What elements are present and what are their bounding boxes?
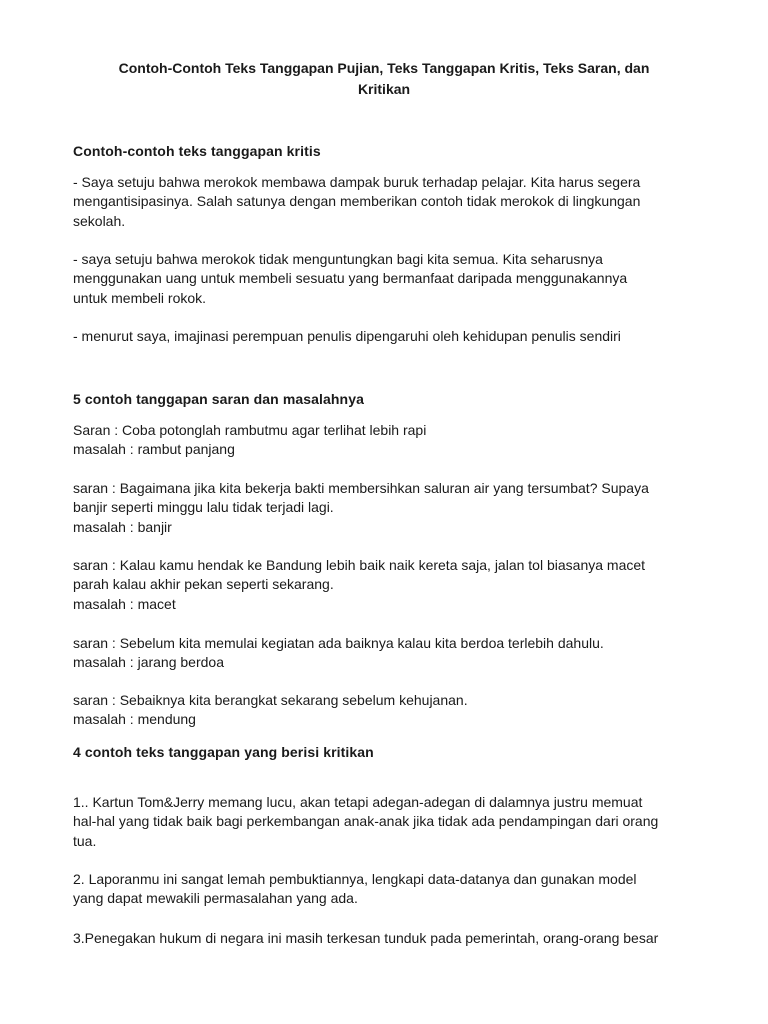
kritikan-item-2 [73, 870, 723, 909]
paragraph-line: yang dapat mewakili permasalahan yang ada. [73, 890, 358, 907]
paragraph-line: mengantisipasinya. Salah satunya dengan memberikan contoh tidak merokok di lingkungan [73, 193, 641, 210]
saran-item-2 [73, 479, 723, 537]
section-heading-saran: 5 contoh tanggapan saran dan masalahnya [73, 391, 364, 407]
section-heading-kritis: Contoh-contoh teks tanggapan kritis [73, 143, 321, 159]
paragraph-line: saran : Bagaimana jika kita bekerja bakti membersihkan saluran air yang tersumbat? Supaya [73, 480, 649, 496]
paragraph-line: saran : Kalau kamu hendak ke Bandung lebih baik naik kereta saja, jalan tol biasanya macet [73, 557, 646, 573]
kritis-item-1 [73, 173, 723, 231]
paragraph-line: tua. [73, 832, 97, 849]
paragraph-line: sekolah. [73, 212, 126, 229]
saran-item-3 [73, 556, 723, 614]
paragraph-line: - Saya setuju bahwa merokok membawa dampak buruk terhadap pelajar. Kita harus segera [73, 174, 641, 190]
kritikan-item-3 [73, 929, 723, 948]
paragraph-line: 1.. Kartun Tom&Jerry memang lucu, akan tetapi adegan-adegan di dalamnya justru memuat [73, 794, 643, 810]
paragraph-line: masalah : macet [73, 595, 176, 612]
kritis-item-2 [73, 250, 723, 308]
paragraph-line: banjir seperti minggu lalu tidak terjadi lagi. [73, 499, 334, 516]
kritis-item-3 [73, 327, 723, 346]
paragraph-line: - saya setuju bahwa merokok tidak menguntungkan bagi kita semua. Kita seharusnya [73, 251, 603, 267]
paragraph-line: menggunakan uang untuk membeli sesuatu yang bermanfaat daripada menggunakannya [73, 270, 628, 287]
title-line: Kritikan [357, 81, 411, 97]
kritikan-item-1 [73, 793, 723, 851]
paragraph-line: masalah : rambut panjang [73, 441, 235, 458]
section-heading-kritikan: 4 contoh teks tanggapan yang berisi kritikan [73, 744, 374, 760]
paragraph-line: saran : Sebelum kita memulai kegiatan ada baiknya kalau kita berdoa terlebih dahulu. [73, 635, 604, 651]
document-title [60, 58, 708, 100]
paragraph-line: 2. Laporanmu ini sangat lemah pembuktiannya, lengkapi data-datanya dan gunakan model [73, 871, 637, 887]
paragraph-line: masalah : banjir [73, 518, 172, 535]
paragraph-line: parah kalau akhir pekan seperti sekarang. [73, 576, 334, 593]
paragraph-line: hal-hal yang tidak baik bagi perkembangan anak-anak jika tidak ada pendampingan dari orang [73, 813, 659, 830]
saran-item-5 [73, 691, 723, 730]
paragraph-line: 3.Penegakan hukum di negara ini masih terkesan tunduk pada pemerintah, orang-orang besar [73, 930, 659, 946]
saran-item-1 [73, 421, 723, 460]
title-line: Contoh-Contoh Teks Tanggapan Pujian, Teks Tanggapan Kritis, Teks Saran, dan [118, 60, 650, 76]
saran-item-4 [73, 634, 723, 673]
paragraph-line: - menurut saya, imajinasi perempuan penulis dipengaruhi oleh kehidupan penulis sendiri [73, 328, 621, 344]
paragraph-line: masalah : mendung [73, 711, 196, 728]
paragraph-line: masalah : jarang berdoa [73, 654, 224, 671]
paragraph-line: Saran : Coba potonglah rambutmu agar terlihat lebih rapi [73, 422, 427, 438]
paragraph-line: saran : Sebaiknya kita berangkat sekarang sebelum kehujanan. [73, 692, 468, 708]
paragraph-line: untuk membeli rokok. [73, 289, 207, 306]
